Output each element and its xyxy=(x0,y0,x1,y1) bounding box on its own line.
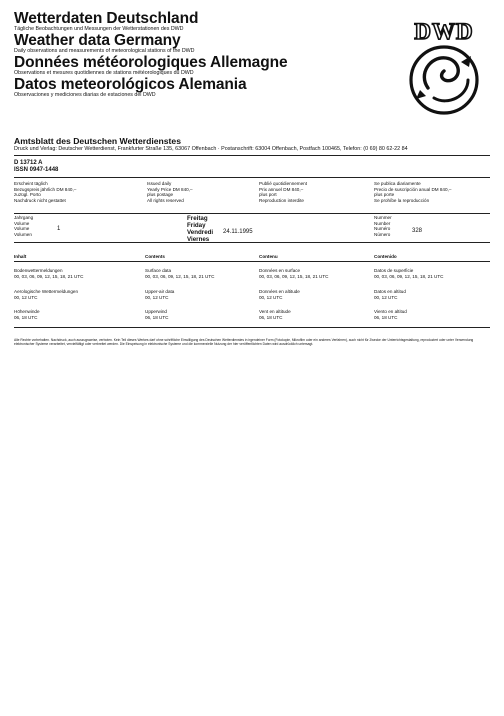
content-name: Aerologische Wettermeldungen xyxy=(14,289,79,294)
publisher-block xyxy=(14,136,408,153)
content-name: Données en surface xyxy=(259,268,301,273)
list-item xyxy=(14,289,78,300)
weekday-label: Friday xyxy=(187,222,206,229)
weekday-labels xyxy=(187,215,213,243)
content-name: Données en altitude xyxy=(259,289,300,294)
content-times: 00, 12 UTC xyxy=(374,294,398,300)
content-name: Datos en altitud xyxy=(374,289,406,294)
list-item xyxy=(374,289,406,300)
pricing-line: Issued daily xyxy=(147,181,172,186)
number-label: Numéro xyxy=(374,226,391,232)
issn-number: ISSN 0947-1448 xyxy=(14,167,59,173)
content-times: 00, 12 UTC xyxy=(259,294,283,300)
volume-label: Volume xyxy=(14,220,30,226)
content-name: Upperwind xyxy=(145,309,167,314)
title-french: Données météorologiques Allemagne xyxy=(14,54,288,71)
pricing-line: plus porte xyxy=(374,192,395,198)
pricing-line: Yearly Price DM 840,– xyxy=(147,186,193,192)
issue-number: 328 xyxy=(412,228,423,234)
pricing-line: plus port xyxy=(259,192,277,198)
content-times: 06, 18 UTC xyxy=(145,314,169,320)
product-code: D 13712 A xyxy=(14,160,43,166)
pricing-line: All rights reserved xyxy=(147,197,184,203)
subtitle-english: Daily observations and measurements of meteorological stations of the DWD xyxy=(14,48,195,54)
list-item xyxy=(14,309,40,320)
issue-date: 24.11.1995 xyxy=(223,229,253,235)
pricing-german xyxy=(14,181,76,203)
content-times: 00, 03, 06, 09, 12, 15, 18, 21 UTC xyxy=(145,273,215,279)
content-name: Datos de superficie xyxy=(374,268,414,273)
volume-label: Jahrgang xyxy=(14,215,34,220)
content-times: 00, 12 UTC xyxy=(145,294,169,300)
list-item xyxy=(259,289,300,300)
pricing-line: Se publica diariamente xyxy=(374,181,421,186)
content-times: 06, 18 UTC xyxy=(14,314,38,320)
identifier-block xyxy=(14,160,58,174)
content-times: 06, 18 UTC xyxy=(259,314,283,320)
pricing-line: Precio de suscripción anual DM 840,– xyxy=(374,186,452,192)
copyright-notice: Alle Rechte vorbehalten. Nachdruck, auch auszugsweise, verboten. Kein Teil dieses Werkes darf ohne schriftliche Einwilligung des Deutschen Wetterdienstes in irgendeiner Form (Fotokopie, Mikrofilm oder ein anderes Verfahren), auch nicht für Zwecke der Unterrichtsgestaltung, reproduziert oder unter Verwendung elektronischer Systeme verarbeitet, vervielfältigt oder verbreitet werden. Die Einspeisung in elektronische Systeme und die kommerzielle Nutzung der hier veröffentlichten Daten wird ausdrücklich untersagt. xyxy=(14,338,474,346)
dwd-logo-lettering: DWD xyxy=(414,19,474,44)
subtitle-french: Observations et mesures quotidiennes de stations météorologiques du DWD xyxy=(14,70,194,76)
dwd-logo xyxy=(398,14,490,118)
content-times: 00, 03, 06, 09, 12, 15, 18, 21 UTC xyxy=(374,273,444,279)
content-times: 00, 12 UTC xyxy=(14,294,38,300)
pricing-line: Se prohíbe la reproducción xyxy=(374,197,430,203)
number-label: Nummer xyxy=(374,215,392,220)
pricing-spanish xyxy=(374,181,451,203)
contents-header-english: Contents xyxy=(145,254,165,259)
title-block xyxy=(14,11,287,98)
pricing-french xyxy=(259,181,307,203)
pricing-line: zuzügl. Porto xyxy=(14,192,41,198)
title-german: Wetterdaten Deutschland xyxy=(14,10,199,27)
contents-header-spanish: Contenido xyxy=(374,254,397,259)
content-name: Höhenwinde xyxy=(14,309,40,314)
pricing-line: plus postage xyxy=(147,192,174,198)
pricing-line: Erscheint täglich xyxy=(14,181,48,186)
pricing-line: Bezugspreis jährlich DM 840,– xyxy=(14,186,77,192)
number-labels xyxy=(374,215,392,237)
title-spanish: Datos meteorológicos Alemania xyxy=(14,76,247,93)
volume-label: Volume xyxy=(14,226,30,232)
volume-label: Volumen xyxy=(14,231,32,237)
pricing-english xyxy=(147,181,193,203)
list-item xyxy=(259,268,328,279)
contents-header-french: Contenu xyxy=(259,254,278,259)
content-name: Viento en altitud xyxy=(374,309,407,314)
pricing-line: Nachdruck nicht gestattet xyxy=(14,197,66,203)
list-item xyxy=(145,268,214,279)
number-label: Número xyxy=(374,231,391,237)
content-name: Upper-air data xyxy=(145,289,175,294)
content-times: 06, 18 UTC xyxy=(374,314,398,320)
list-item xyxy=(145,289,174,300)
weekday-label: Viernes xyxy=(187,236,210,243)
content-times: 00, 03, 06, 09, 12, 15, 18, 21 UTC xyxy=(259,273,329,279)
publisher-address: Druck und Verlag: Deutscher Wetterdienst, Frankfurter Straße 135, 63067 Offenbach · Postanschrift: 63004 Offenbach, Postfach 100465, Telefon: (0 69) 80 62-22 84 xyxy=(14,146,408,152)
volume-value: 1 xyxy=(57,226,61,232)
divider xyxy=(14,155,490,156)
pricing-line: Reproduction interdite xyxy=(259,197,304,203)
list-item xyxy=(374,309,407,320)
content-name: Vent en altitude xyxy=(259,309,291,314)
title-english: Weather data Germany xyxy=(14,32,181,49)
pricing-line: Publié quotidiennement xyxy=(259,181,308,186)
volume-labels xyxy=(14,215,33,237)
weekday-label: Vendredi xyxy=(187,229,214,236)
list-item xyxy=(14,268,83,279)
list-item xyxy=(374,268,443,279)
divider xyxy=(14,242,490,243)
list-item xyxy=(259,309,291,320)
content-times: 00, 03, 06, 09, 12, 15, 18, 21 UTC xyxy=(14,273,84,279)
number-label: Number xyxy=(374,220,391,226)
contents-header-german: Inhalt xyxy=(14,254,27,259)
divider xyxy=(14,327,490,328)
divider xyxy=(14,213,490,214)
weekday-label: Freitag xyxy=(187,215,208,222)
content-name: Surface data xyxy=(145,268,172,273)
divider xyxy=(14,177,490,178)
list-item xyxy=(145,309,169,320)
pricing-line: Prix annuel DM 840,– xyxy=(259,186,304,192)
content-name: Bodenwettermeldungen xyxy=(14,268,63,273)
subtitle-spanish: Observaciones y mediciones diarias de estaciones del DWD xyxy=(14,92,156,98)
subtitle-german: Tägliche Beobachtungen und Messungen der Wetterstationen des DWD xyxy=(14,26,184,32)
divider xyxy=(14,261,490,262)
publisher-title: Amtsblatt des Deutschen Wetterdienstes xyxy=(14,136,181,146)
